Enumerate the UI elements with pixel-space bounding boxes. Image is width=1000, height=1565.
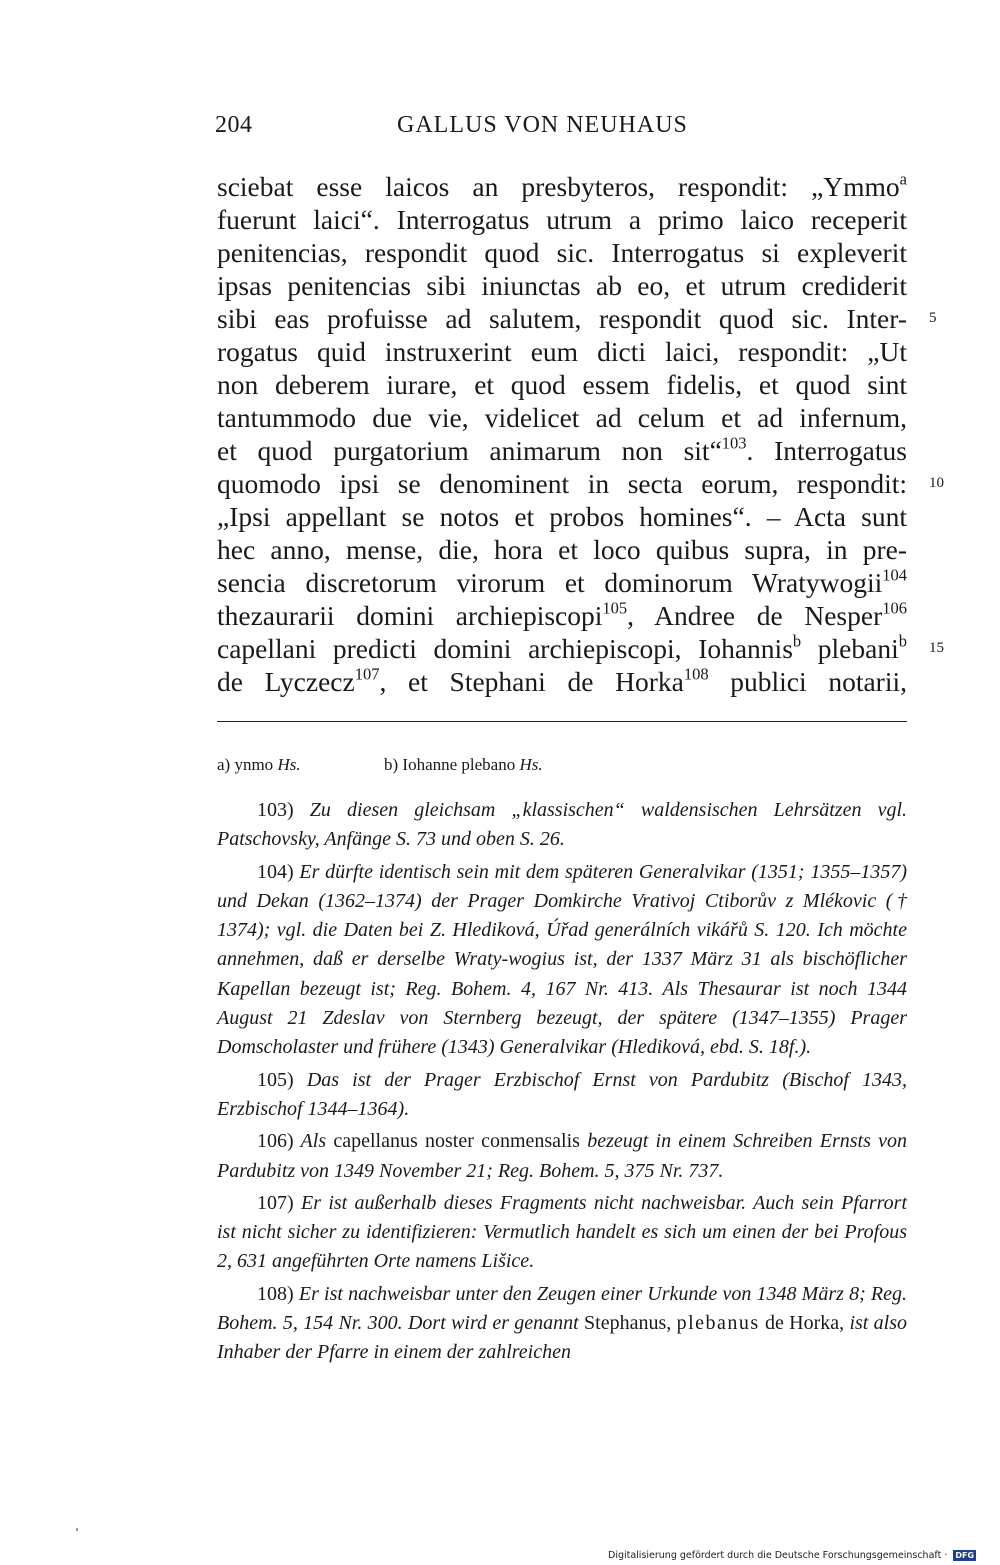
text-line xyxy=(217,566,907,599)
text-segment: et quod purgatorium animarum non sit“ xyxy=(217,435,722,466)
text-segment: rogatus quid instruxerint eum dicti laici, respondit: „Ut xyxy=(217,336,907,367)
footnotes xyxy=(217,796,907,1371)
line-number: 10 xyxy=(929,475,944,491)
text-line xyxy=(217,170,907,203)
line-number: 5 xyxy=(929,310,937,326)
text-segment: hec anno, mense, die, hora et loco quibus supra, in pre- xyxy=(217,534,907,565)
text-segment: non deberem iurare, et quod essem fidelis, et quod sint xyxy=(217,369,907,400)
text-line xyxy=(217,269,907,302)
footnote-ref: b xyxy=(898,631,907,651)
footnote-108: 108) Er ist nachweisbar unter den Zeugen einer Urkunde von 1348 März 8; Reg. Bohem. 5, 154 Nr. 300. Dort wird er genannt Stephanus, plebanus de Horka, ist also Inhaber der Pfarre in einem der zahlreichen xyxy=(217,1282,908,1364)
text-line xyxy=(217,599,907,632)
text-segment: fuerunt laici“. Interrogatus utrum a primo laico receperit xyxy=(217,204,907,235)
footnote-rule xyxy=(217,721,907,722)
footnote-103: 103) Zu diesen gleichsam „klassischen“ waldensischen Lehrsätzen vgl. Patschovsky, Anfänge S. 73 und oben S. 26. xyxy=(217,799,907,851)
footnote-ref: 108 xyxy=(683,664,709,684)
running-title: GALLUS VON NEUHAUS xyxy=(397,112,688,138)
footnote-ref: a xyxy=(899,169,907,189)
line-number: 15 xyxy=(929,640,944,656)
text-segment: quomodo ipsi se denominent in secta eorum, respondit: xyxy=(217,468,907,499)
text-segment: , Andree de Nesper xyxy=(627,600,883,631)
text-line xyxy=(217,302,907,335)
text-segment: plebani xyxy=(801,633,899,664)
text-line xyxy=(217,533,907,566)
text-segment: ipsas penitencias sibi iniunctas ab eo, et utrum crediderit xyxy=(217,270,907,301)
text-segment: , et Stephani de Horka xyxy=(379,666,684,697)
text-line xyxy=(217,401,907,434)
scan-speck xyxy=(76,1528,78,1531)
critical-note-a: a) ynmo Hs. xyxy=(217,755,301,774)
text-segment: tantummodo due vie, videlicet ad celum et ad infernum, xyxy=(217,402,907,433)
footnote-ref: 106 xyxy=(882,598,907,618)
text-line xyxy=(217,500,907,533)
text-line xyxy=(217,368,907,401)
text-segment: sencia discretorum virorum et dominorum Wratywogii xyxy=(217,567,883,598)
dfg-note: Digitalisierung gefördert durch die Deutsche Forschungsgemeinschaft · DFG xyxy=(608,1550,975,1561)
text-segment: de Lyczecz xyxy=(217,666,355,697)
text-segment: thezaurarii domini archiepiscopi xyxy=(217,600,603,631)
text-line xyxy=(217,632,907,665)
footnote-107: 107) Er ist außerhalb dieses Fragments nicht nachweisbar. Auch sein Pfarrort ist nicht sicher zu identifizieren: Vermutlich handelt es sich um einen der bei Profous 2, 631 angeführten Orte namens Lišice. xyxy=(217,1191,908,1273)
footnote-ref: b xyxy=(792,631,802,651)
critical-note-b: b) Iohanne plebano Hs. xyxy=(384,755,543,774)
text-line xyxy=(217,335,907,368)
text-line xyxy=(217,467,907,500)
footnote-104: 104) Er dürfte identisch sein mit dem späteren Generalvikar (1351; 1355–1357) und Dekan (1362–1374) der Prager Domkirche Vrativoj Ctiborův z Mlékovic († 1374); vgl. die Daten bei Z. Hlediková, Úřad generálních vikářů S. 120. Ich möchte annehmen, daß er derselbe Wraty-wogius ist, der 1337 März 31 als bischöflicher Kapellan bezeugt ist; Reg. Bohem. 4, 167 Nr. 413. Als Thesaurar ist noch 1344 August 21 Zdeslav von Sternberg bezeugt, der spätere (1347–1355) Prager Domscholaster und frühere (1343) Generalvikar (Hlediková, ebd. S. 18f.). xyxy=(217,860,907,1059)
text-segment: . Interrogatus xyxy=(746,435,907,466)
footnote-ref: 104 xyxy=(882,565,907,585)
text-line xyxy=(217,665,907,698)
text-segment: publici notarii, xyxy=(708,666,908,697)
footnote-ref: 105 xyxy=(602,598,628,618)
main-text xyxy=(217,170,907,698)
footnote-106: 106) Als capellanus noster conmensalis bezeugt in einem Schreiben Ernsts von Pardubitz von 1349 November 21; Reg. Bohem. 5, 375 Nr. 737. xyxy=(217,1130,908,1182)
text-segment: penitencias, respondit quod sic. Interrogatus si expleverit xyxy=(217,237,907,268)
footnote-ref: 107 xyxy=(354,664,380,684)
text-line xyxy=(217,236,907,269)
text-segment: sciebat esse laicos an presbyteros, respondit: „Ymmo xyxy=(217,171,900,202)
text-segment: „Ipsi appellant se notos et probos homines“. – Acta sunt xyxy=(217,501,907,532)
dfg-logo: DFG xyxy=(955,1551,975,1560)
text-segment: sibi eas profuisse ad salutem, respondit quod sic. Inter- xyxy=(217,303,907,334)
page-number: 204 xyxy=(215,112,253,138)
text-segment: capellani predicti domini archiepiscopi, Iohannis xyxy=(217,633,793,664)
footnote-105: 105) Das ist der Prager Erzbischof Ernst von Pardubitz (Bischof 1343, Erzbischof 1344–1364). xyxy=(217,1068,908,1120)
footnote-ref: 103 xyxy=(721,433,747,453)
text-line xyxy=(217,434,907,467)
text-line xyxy=(217,203,907,236)
